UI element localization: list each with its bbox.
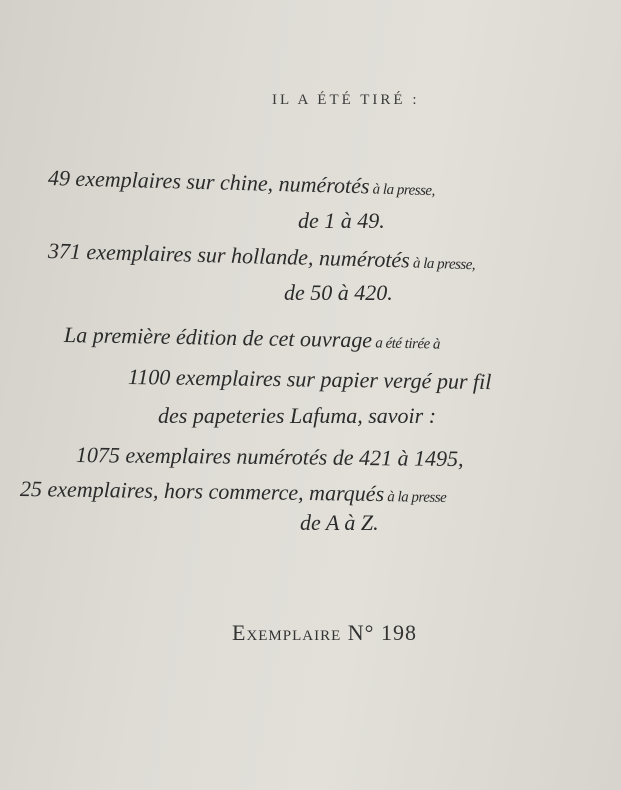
text-line-9 <box>20 476 447 508</box>
line-1-main: 49 exemplaires sur chine, numérotés <box>47 165 370 199</box>
line-5-main: La première édition de cet ouvrage <box>63 322 373 353</box>
text-line-3 <box>48 238 476 275</box>
text-line-5 <box>64 322 441 355</box>
text-line-6 <box>128 364 492 395</box>
line-3-main: 371 exemplaires sur hollande, numérotés <box>47 238 411 273</box>
line-5-small: a été tirée à <box>371 335 441 353</box>
line-6-main: 1100 exemplaires sur papier vergé pur fil <box>127 364 492 395</box>
line-3-small: à la presse, <box>409 255 476 274</box>
text-line-7 <box>158 403 436 429</box>
text-line-1 <box>48 165 436 201</box>
line-9-main: 25 exemplaires, hors commerce, marqués <box>19 476 385 507</box>
line-2-main: de 1 à 49. <box>298 208 385 233</box>
line-4-main: de 50 à 420. <box>284 280 393 305</box>
line-10-main: de A à Z. <box>300 510 379 535</box>
text-line-10 <box>300 510 379 536</box>
line-8-main: 1075 exemplaires numérotés de 421 à 1495, <box>75 442 464 472</box>
line-9-small: à la presse <box>383 489 447 506</box>
text-line-8 <box>76 442 464 472</box>
line-7-main: des papeteries Lafuma, savoir : <box>158 403 437 428</box>
line-1-small: à la presse, <box>369 181 436 200</box>
text-line-2 <box>298 208 385 234</box>
text-line-4 <box>284 280 393 306</box>
page-heading: IL A ÉTÉ TIRÉ : <box>272 92 420 108</box>
copy-number: Exemplaire N° 198 <box>232 620 417 645</box>
